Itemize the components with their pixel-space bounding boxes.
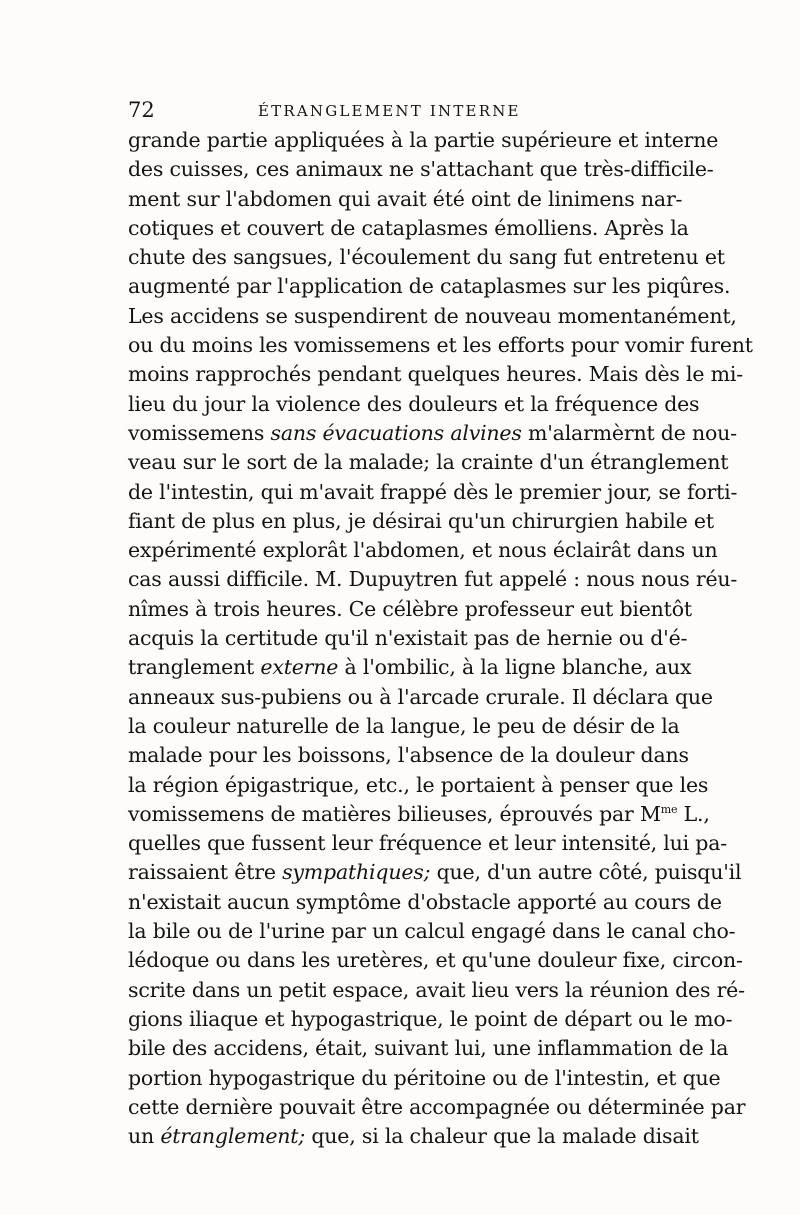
text-segment: L., <box>677 801 710 826</box>
text-line <box>128 272 731 301</box>
text-line <box>128 624 688 653</box>
text-line <box>128 507 714 536</box>
text-line <box>128 448 729 477</box>
text-segment: malade pour les boissons, l'absence de la douleur dans <box>128 743 689 768</box>
text-segment: que, d'un autre côté, puisqu'il <box>430 860 742 885</box>
text-segment: la bile ou de l'urine par un calcul engagé dans le canal cho- <box>128 919 736 944</box>
text-line <box>128 653 692 682</box>
text-line <box>128 1093 746 1122</box>
text-segment: raissaient être <box>128 860 283 885</box>
text-segment: expérimenté explorât l'abdomen, et nous éclairât dans un <box>128 538 718 563</box>
italic-text: externe <box>260 655 339 680</box>
text-segment: m'alarmèrnt de nou- <box>521 420 737 445</box>
text-line <box>128 683 713 712</box>
italic-text: sans évacuations alvines <box>270 420 522 445</box>
text-line <box>128 360 743 389</box>
text-line <box>128 917 736 946</box>
superscript-text: me <box>660 803 678 816</box>
text-line <box>128 331 753 360</box>
running-head: ÉTRANGLEMENT INTERNE <box>258 102 521 120</box>
text-segment: la région épigastrique, etc., le portaient à penser que les <box>128 772 709 797</box>
text-segment: nîmes à trois heures. Ce célèbre professeur eut bientôt <box>128 596 692 621</box>
text-line <box>128 888 722 917</box>
text-segment: tranglement <box>128 655 261 680</box>
text-segment: Les accidens se suspendirent de nouveau momentanément, <box>128 303 737 328</box>
text-segment: de l'intestin, qui m'avait frappé dès le premier jour, se forti- <box>128 479 738 504</box>
text-segment: un <box>128 1124 161 1149</box>
text-line <box>128 800 710 829</box>
text-segment: lédoque ou dans les uretères, et qu'une douleur fixe, circon- <box>128 948 743 973</box>
book-page <box>128 92 753 1151</box>
text-segment: cette dernière pouvait être accompagnée ou déterminée par <box>128 1094 746 1119</box>
text-segment: veau sur le sort de la malade; la crainte d'un étranglement <box>128 450 729 475</box>
text-segment: gions iliaque et hypogastrique, le point de départ ou le mo- <box>128 1006 733 1031</box>
italic-text: sympathiques; <box>282 860 431 885</box>
text-segment: quelles que fussent leur fréquence et leur intensité, lui pa- <box>128 831 727 856</box>
text-line <box>128 155 714 184</box>
text-line <box>128 595 692 624</box>
text-segment: fiant de plus en plus, je désirai qu'un chirurgien habile et <box>128 508 714 533</box>
text-segment: scrite dans un petit espace, avait lieu vers la réunion des ré- <box>128 977 745 1002</box>
text-segment: la couleur naturelle de la langue, le peu de désir de la <box>128 713 680 738</box>
text-segment: moins rapprochés pendant quelques heures. Mais dès le mi- <box>128 362 743 387</box>
text-segment: anneaux sus-pubiens ou à l'arcade crurale. Il déclara que <box>128 684 713 709</box>
text-line <box>128 302 737 331</box>
text-segment: cotiques et couvert de cataplasmes émolliens. Après la <box>128 215 689 240</box>
text-segment: que, si la chaleur que la malade disait <box>305 1124 699 1149</box>
text-segment: portion hypogastrique du péritoine ou de l'intestin, et que <box>128 1065 721 1090</box>
text-segment: cas aussi difficile. M. Dupuytren fut appelé : nous nous réu- <box>128 567 738 592</box>
text-line <box>128 243 725 272</box>
page-header <box>128 92 676 126</box>
text-segment: bile des accidens, était, suivant lui, une inflammation de la <box>128 1036 729 1061</box>
body-text <box>128 126 753 1151</box>
text-segment: n'existait aucun symptôme d'obstacle apporté au cours de <box>128 889 722 914</box>
italic-text: étranglement; <box>160 1124 306 1149</box>
text-segment: ou du moins les vomissemens et les efforts pour vomir furent <box>128 333 753 358</box>
page-number: 72 <box>128 98 155 122</box>
text-line <box>128 419 737 448</box>
text-line <box>128 565 738 594</box>
text-segment: ment sur l'abdomen qui avait été oint de linimens nar- <box>128 186 683 211</box>
text-segment: à l'ombilic, à la ligne blanche, aux <box>338 655 692 680</box>
text-line <box>128 1064 721 1093</box>
text-line <box>128 712 680 741</box>
text-line <box>128 976 745 1005</box>
text-line <box>128 536 718 565</box>
text-line <box>128 771 709 800</box>
text-line <box>128 214 689 243</box>
text-line <box>128 185 683 214</box>
text-segment: des cuisses, ces animaux ne s'attachant que très-difficile- <box>128 157 714 182</box>
text-segment: vomissemens <box>128 420 271 445</box>
text-line <box>128 1034 729 1063</box>
text-line <box>128 858 742 887</box>
text-segment: acquis la certitude qu'il n'existait pas de hernie ou d'é- <box>128 626 688 651</box>
text-line <box>128 1005 733 1034</box>
text-segment: augmenté par l'application de cataplasmes sur les piqûres. <box>128 274 731 299</box>
text-line <box>128 1122 699 1151</box>
text-segment: chute des sangsues, l'écoulement du sang fut entretenu et <box>128 245 725 270</box>
text-line <box>128 126 719 155</box>
text-segment: vomissemens de matières bilieuses, éprouvés par M <box>128 801 661 826</box>
text-line <box>128 946 743 975</box>
text-segment: grande partie appliquées à la partie supérieure et interne <box>128 128 719 152</box>
text-line <box>128 829 727 858</box>
text-line <box>128 390 700 419</box>
text-segment: lieu du jour la violence des douleurs et la fréquence des <box>128 391 700 416</box>
text-line <box>128 478 738 507</box>
text-line <box>128 741 689 770</box>
